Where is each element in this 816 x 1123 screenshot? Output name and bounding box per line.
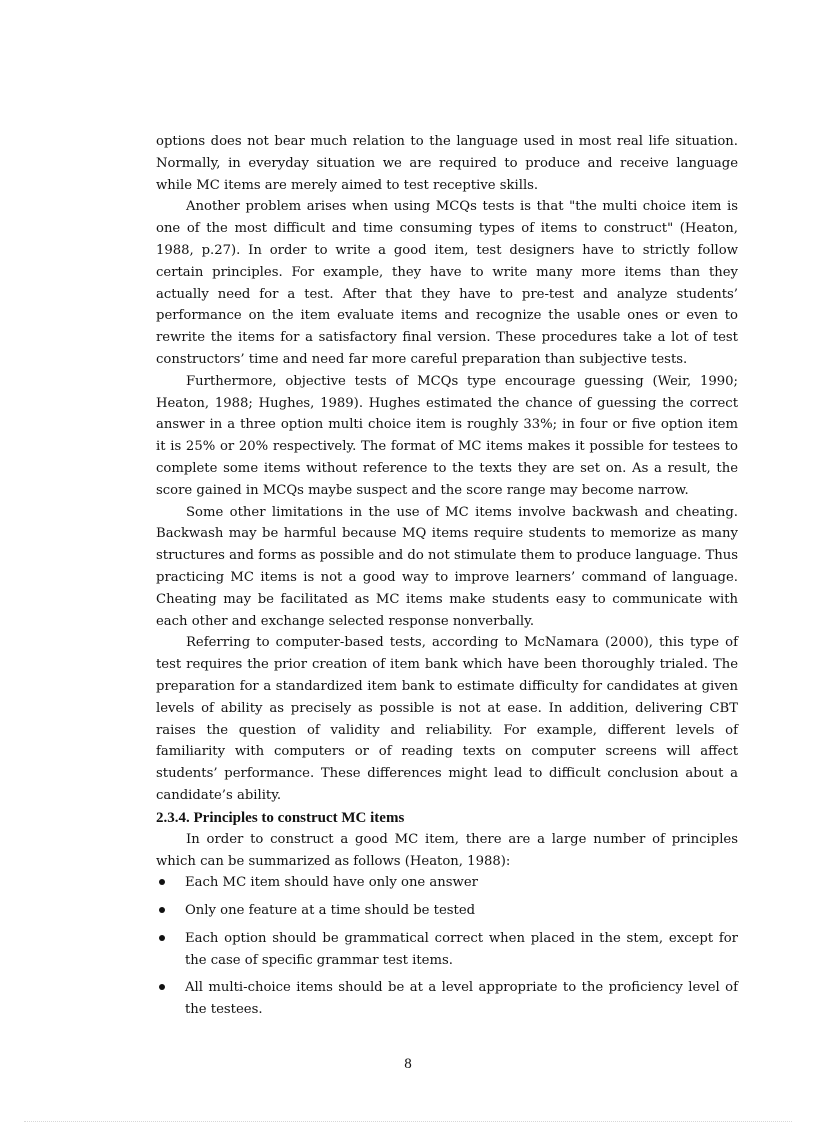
bullet-icon [159, 984, 165, 990]
paragraph-guessing: Furthermore, objective tests of MCQs type encourage guessing (Weir, 1990; Heaton, 1988; Hughes, 1989). Hughes estimated the chance of guessing the correct answer in a three option multi choice item is roughly 33%; in four or five option item it is 25% or 20% respectively. The format of MC items makes it possible for testees to complete some items without reference to the texts they are set on. As a result, the score gained in MCQs maybe suspect and the score range may become narrow. [156, 373, 738, 498]
list-item [156, 872, 738, 894]
list-item-text: Each MC item should have only one answer [185, 875, 478, 891]
section-intro: In order to construct a good MC item, there are a large number of principles which can be summarized as follows (Heaton, 1988): [156, 831, 738, 869]
list-item-text: Each option should be grammatical correct when placed in the stem, except for the case of specific grammar test items. [185, 930, 738, 968]
paragraph-construction-difficulty: Another problem arises when using MCQs tests is that "the multi choice item is one of the most difficult and time consuming types of items to construct" (Heaton, 1988, p.27). In order to write a good item, test designers have to strictly follow certain principles. For example, they have to write many more items than they actually need for a test. After that they have to pre-test and analyze students’ performance on the item evaluate items and recognize the usable ones or even to rewrite the items for a satisfactory final version. These procedures take a lot of test constructors’ time and need far more careful preparation than subjective tests. [156, 199, 738, 367]
section-heading: 2.3.4. Principles to construct MC items [156, 809, 405, 826]
list-item [156, 900, 738, 922]
paragraph-computer-based-tests: Referring to computer-based tests, according to McNamara (2000), this type of test requires the prior creation of item bank which have been thoroughly trialed. The preparation for a standardized item bank to estimate difficulty for candidates at given levels of ability as precisely as possible is not at ease. In addition, delivering CBT raises the question of validity and reliability. For example, different levels of familiarity with computers or of reading texts on computer screens will affect students’ performance. These differences might lead to difficult conclusion about a candidate’s ability. [156, 635, 738, 803]
bullet-icon [159, 935, 165, 941]
bullet-icon [159, 907, 165, 913]
principles-list [156, 872, 738, 1021]
bullet-icon [159, 879, 165, 885]
page-number: 8 [404, 1056, 412, 1072]
page-bottom-edge [24, 1121, 792, 1122]
page-body [156, 131, 738, 1027]
paragraph-continuation: options does not bear much relation to the language used in most real life situation. Normally, in everyday situation we are required to produce and receive language while MC items are merely aimed to test receptive skills. [156, 134, 738, 193]
list-item-text: All multi-choice items should be at a level appropriate to the proficiency level of the testees. [185, 980, 738, 1018]
paragraph-backwash-cheating: Some other limitations in the use of MC items involve backwash and cheating. Backwash may be harmful because MQ items require students to memorize as many structures and forms as possible and do not stimulate them to produce language. Thus practicing MC items is not a good way to improve learners’ command of language. Cheating may be facilitated as MC items make students easy to communicate with each other and exchange selected response nonverbally. [156, 504, 738, 629]
list-item-text: Only one feature at a time should be tested [185, 903, 476, 919]
list-item [156, 928, 738, 972]
list-item [156, 977, 738, 1021]
